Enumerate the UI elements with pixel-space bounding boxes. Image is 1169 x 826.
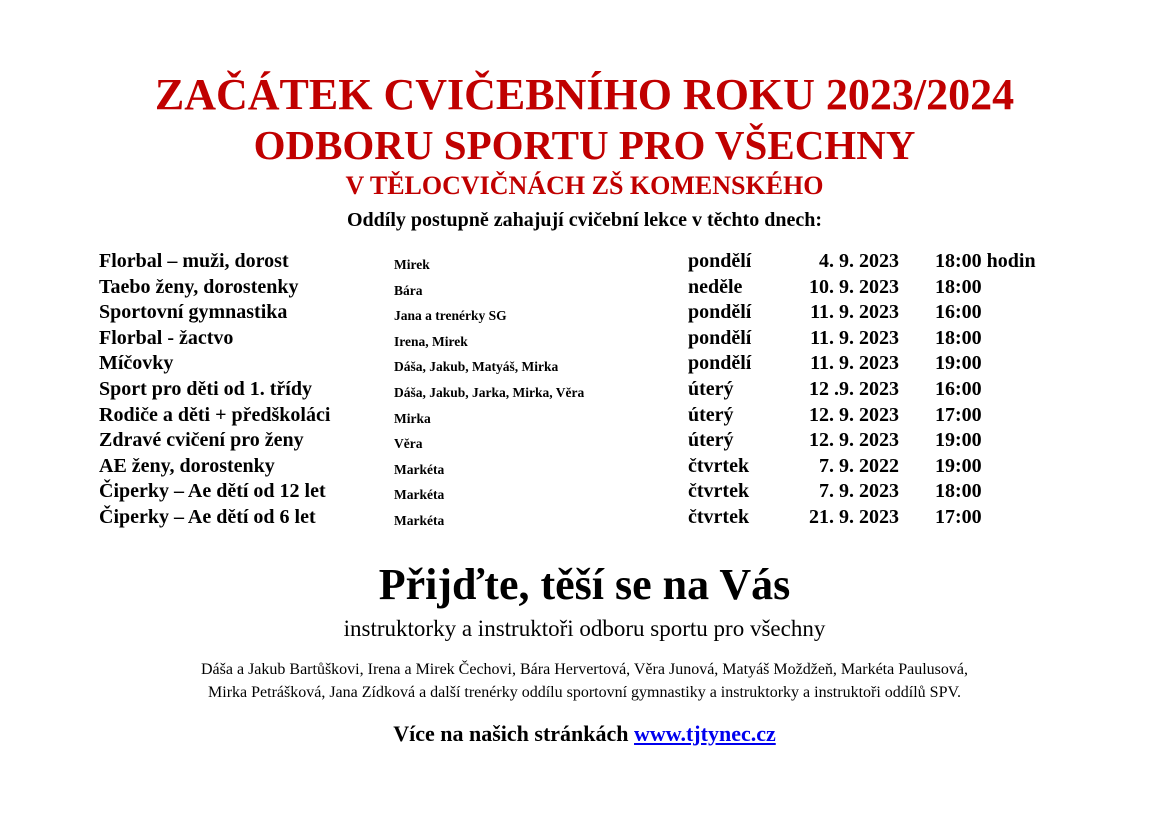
activity-name: AE ženy, dorostenky [99,454,275,477]
activity-leader: Jana a trenérky SG [394,308,507,324]
activity-name: Čiperky – Ae dětí od 6 let [99,505,316,528]
activity-day: pondělí [688,301,752,324]
activity-date: 12. 9. 2023 [809,403,899,426]
activity-leader: Mirek [394,257,430,272]
schedule-row [99,377,1079,403]
activity-name: Florbal – muži, dorost [99,250,289,272]
activity-time: 18:00 hodin [935,250,1036,272]
activity-name: Rodiče a děti + předškoláci [99,403,331,426]
activity-leader: Markéta [394,487,445,503]
activity-day: čtvrtek [688,454,750,477]
activity-date: 4. 9. 2023 [819,250,899,272]
title-line-2: ODBORU SPORTU PRO VŠECHNY [253,122,916,168]
schedule-row [99,300,1079,326]
activity-time: 17:00 [935,505,982,528]
title-line-1: ZAČÁTEK CVIČEBNÍHO ROKU 2023/2024 [154,70,1015,119]
schedule-row [99,351,1079,377]
activity-leader: Markéta [394,512,445,528]
activity-day: čtvrtek [688,480,750,503]
activity-leader: Mirka [394,410,431,426]
activity-day: pondělí [688,352,752,375]
instructor-names-line-1: Dáša a Jakub Bartůškovi, Irena a Mirek Čechovi, Bára Hervertová, Věra Junová, Matyáš Moždžeň, Markéta Paulusová, [200,661,968,678]
activity-leader: Věra [394,436,423,452]
activity-time: 18:00 [935,275,982,298]
activity-name: Sport pro děti od 1. třídy [99,377,312,400]
activity-leader: Bára [394,282,423,298]
schedule-row [99,275,1079,301]
schedule-row [99,505,1079,531]
activity-time: 19:00 [935,454,982,477]
activity-date: 12 .9. 2023 [809,377,899,400]
activity-date: 21. 9. 2023 [809,505,899,528]
title-line-3: V TĚLOCVIČNÁCH ZŠ KOMENSKÉHO [345,171,824,200]
more-info-text: Více na našich stránkách [393,721,629,746]
schedule-row [99,479,1079,505]
activity-time: 19:00 [935,429,982,452]
activity-date: 12. 9. 2023 [809,429,899,452]
schedule-row [99,249,1079,275]
instructors-line: instruktorky a instruktoři odboru sportu pro všechny [343,616,826,641]
instructor-names-line-2: Mirka Petrášková, Jana Zídková a další trenérky oddílu sportovní gymnastiky a instruktorky a instruktoři oddílů SPV. [208,684,961,701]
schedule-row [99,403,1079,429]
schedule-table [99,249,1079,531]
activity-day: pondělí [688,250,752,272]
schedule-row [99,454,1079,480]
activity-name: Florbal - žactvo [99,326,234,349]
activity-leader: Dáša, Jakub, Matyáš, Mirka [394,359,559,375]
website-link[interactable]: www.tjtynec.cz [634,721,776,746]
subtitle: Oddíly postupně zahajují cvičební lekce v těchto dnech: [346,209,822,231]
activity-day: úterý [688,429,734,452]
activity-date: 11. 9. 2023 [810,301,899,324]
activity-date: 7. 9. 2023 [819,480,899,503]
schedule-row [99,326,1079,352]
activity-leader: Irena, Mirek [394,333,468,349]
activity-day: neděle [688,275,743,298]
activity-day: úterý [688,403,734,426]
schedule-row [99,428,1079,454]
activity-date: 11. 9. 2023 [810,326,899,349]
more-info-line [0,718,1169,750]
activity-day: čtvrtek [688,505,750,528]
activity-leader: Markéta [394,461,445,477]
activity-time: 19:00 [935,352,982,375]
activity-time: 18:00 [935,480,982,503]
activity-date: 10. 9. 2023 [809,275,899,298]
activity-time: 16:00 [935,301,982,324]
activity-day: úterý [688,377,734,400]
activity-name: Taebo ženy, dorostenky [99,275,299,298]
activity-day: pondělí [688,326,752,349]
activity-date: 11. 9. 2023 [810,352,899,375]
activity-name: Sportovní gymnastika [99,301,288,324]
activity-name: Zdravé cvičení pro ženy [99,429,304,452]
activity-date: 7. 9. 2022 [819,454,899,477]
activity-time: 17:00 [935,403,982,426]
activity-time: 18:00 [935,326,982,349]
activity-leader: Dáša, Jakub, Jarka, Mirka, Věra [394,384,585,400]
welcome-heading: Přijďte, těší se na Vás [378,560,791,609]
activity-name: Čiperky – Ae dětí od 12 let [99,480,326,503]
activity-time: 16:00 [935,377,982,400]
activity-name: Míčovky [99,352,174,375]
